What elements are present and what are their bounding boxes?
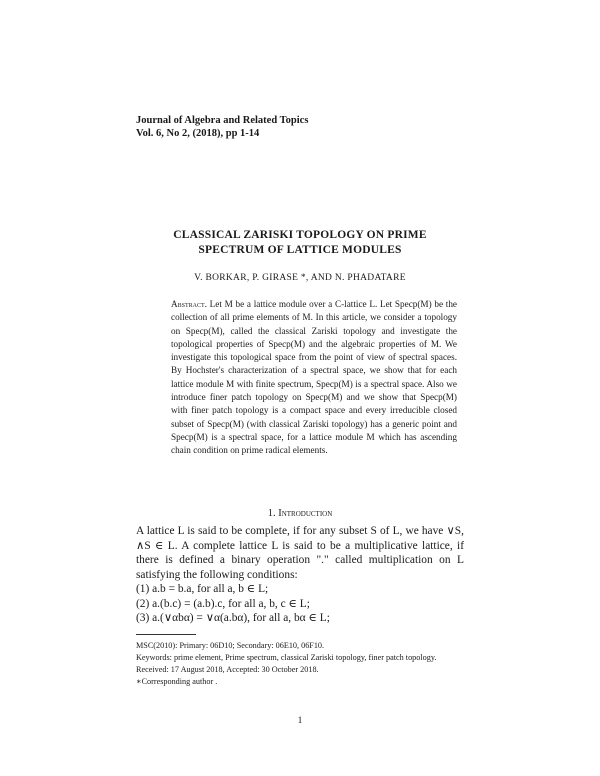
footnote-corresponding: ∗Corresponding author . [136, 677, 218, 686]
condition-3: (3) a.(∨αbα) = ∨α(a.bα), for all a, bα ∈ L; [136, 612, 330, 624]
section-number: 1. [267, 508, 276, 519]
footnote-msc: MSC(2010): Primary: 06D10; Secondary: 06E10, 06F10. [136, 641, 325, 650]
footnote-received: Received: 17 August 2018, Accepted: 30 October 2018. [136, 665, 319, 674]
condition-1: (1) a.b = b.a, for all a, b ∈ L; [136, 583, 269, 595]
abstract-label: Abstract. [171, 299, 207, 309]
footnote-rule [136, 634, 196, 635]
section-title: Introduction [278, 508, 333, 519]
paper-title [100, 228, 500, 258]
authors: V. BORKAR, P. GIRASE *, AND N. PHADATARE [194, 273, 406, 283]
intro-paragraph: A lattice L is said to be complete, if for any subset S of L, we have ∨S, ∧S ∈ L. A complete lattice L is said to be a multiplicative lattice, if there is defined a binary operation "." called multiplication on L satisfying the following conditions: [136, 525, 464, 581]
abstract-text: Let M be a lattice module over a C-lattice L. Let Specp(M) be the collection of all prime elements of M. In this article, we consider a topology on Specp(M), called the classical Zariski topology and investigate the topological properties of Specp(M) and the algebraic properties of M. We investigate this topological space from the point of view of spectral spaces. By Hochster's characterization of a spectral space, we show that for each lattice module M with finite spectrum, Specp(M) is a spectral space. Also we introduce finer patch topology on Specp(M) and we show that Specp(M) with finer patch topology is a compact space and every irreducible closed subset of Specp(M) (with classical Zariski topology) has a generic point and Specp(M) is a spectral space, for a lattice module M which has ascending chain condition on prime radical elements. [171, 299, 457, 456]
journal-volume: Vol. 6, No 2, (2018), pp 1-14 [136, 128, 260, 139]
title-line-2: SPECTRUM OF LATTICE MODULES [198, 244, 402, 256]
introduction-body [136, 524, 464, 626]
title-line-1: CLASSICAL ZARISKI TOPOLOGY ON PRIME [173, 229, 427, 241]
abstract [171, 298, 457, 458]
journal-name: Journal of Algebra and Related Topics [136, 115, 309, 126]
footnotes [136, 640, 496, 688]
journal-header [136, 114, 308, 140]
section-heading [100, 508, 500, 519]
footnote-keywords: Keywords: prime element, Prime spectrum, classical Zariski topology, finer patch topology. [136, 653, 437, 662]
page-number: 1 [297, 716, 303, 726]
condition-2: (2) a.(b.c) = (a.b).c, for all a, b, c ∈ L; [136, 597, 310, 610]
